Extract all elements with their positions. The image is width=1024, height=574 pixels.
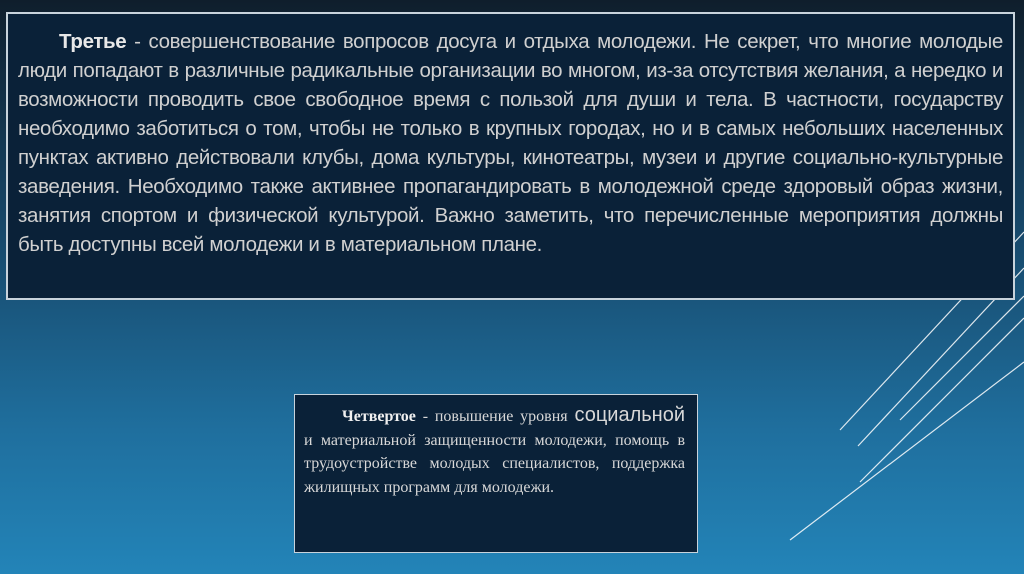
bottom-paragraph-text-a: - повышение уровня: [415, 408, 575, 425]
top-paragraph: [18, 27, 1003, 259]
deco-line: [900, 296, 1024, 420]
bottom-paragraph-lead: Четвертое: [342, 408, 416, 425]
top-paragraph-lead: Третье: [59, 30, 127, 53]
bottom-paragraph: [304, 404, 685, 499]
deco-line: [860, 318, 1024, 482]
bottom-paragraph-big-word: социальной: [574, 404, 685, 426]
top-paragraph-text: - совершенствование вопросов досуга и отдыха молодежи. Не секрет, что многие молодые люди попадают в различные радикальные организации во многом, из-за отсутствия желания, а нередко и возможности проводить свое свободное время с пользой для души и тела. В частности, государству необходимо заботиться о том, чтобы не только в крупных городах, но и в самых небольших населенных пунктах активно действовали клубы, дома культуры, кинотеатры, музеи и другие социально-культурные заведения. Необходимо также активнее пропагандировать в молодежной среде здоровый образ жизни, занятия спортом и физической культурой. Важно заметить, что перечисленные мероприятия должны быть доступны всей молодежи и в материальном плане.: [18, 30, 1003, 256]
bottom-text-box: [294, 394, 698, 553]
top-text-box: [6, 12, 1015, 300]
bottom-paragraph-text-b: и материальной защищенности молодежи, помощь в трудоустройстве молодых специалистов, поддержка жилищных программ для молодежи.: [304, 431, 685, 496]
deco-line: [790, 362, 1024, 540]
